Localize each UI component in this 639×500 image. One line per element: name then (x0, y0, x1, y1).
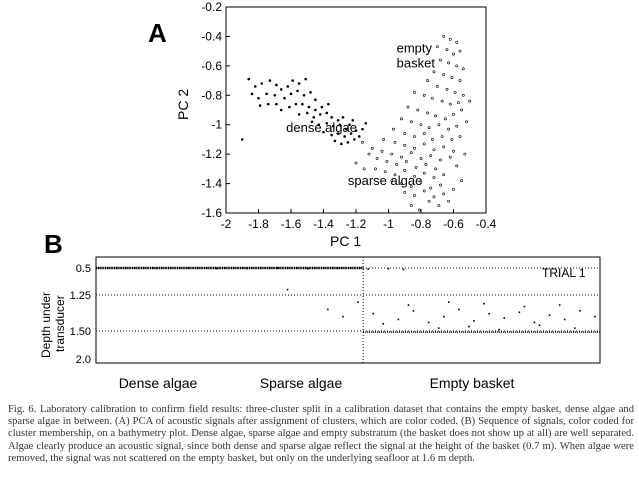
pca-y-tick-label: -1.6 (201, 206, 222, 220)
basket-sparse-point (449, 156, 451, 158)
pca-x-tick-label: -0.6 (443, 217, 464, 231)
basket-sparse-point (431, 97, 433, 99)
dense-algae-point (254, 85, 257, 88)
pca-x-tick-label: -1.2 (345, 217, 367, 231)
basket-sparse-point (452, 188, 454, 190)
sparse-algae-signal (357, 301, 359, 303)
basket-sparse-point (374, 168, 376, 170)
basket-sparse-point (456, 125, 458, 127)
basket-sparse-point (355, 162, 357, 164)
basket-sparse-point (405, 160, 407, 162)
pca-y-tick-label: -0.2 (201, 0, 222, 14)
sparse-algae-signal (534, 322, 536, 324)
basket-sparse-point (452, 150, 454, 152)
sparse-algae-signal (342, 316, 344, 318)
basket-sparse-point (426, 112, 428, 114)
basket-sparse-point (413, 147, 415, 149)
depth-signals (96, 267, 600, 332)
basket-sparse-point (396, 163, 398, 165)
basket-sparse-point (404, 132, 406, 134)
pca-x-axis-label: PC 1 (330, 233, 362, 249)
dense-algae-point (275, 84, 278, 87)
sparse-algae-signal (448, 301, 450, 303)
basket-sparse-point (423, 94, 425, 96)
basket-sparse-point (394, 141, 396, 143)
basket-sparse-point (430, 155, 432, 157)
basket-sparse-point (443, 193, 445, 195)
dense-algae-point (358, 135, 361, 138)
pca-annotations (286, 41, 435, 188)
basket-sparse-point (452, 53, 454, 55)
dense-algae-point (275, 103, 278, 106)
basket-sparse-point (443, 35, 445, 37)
sparse-algae-signal (428, 322, 430, 324)
depth-x-groups (119, 375, 515, 391)
basket-sparse-point (363, 168, 365, 170)
pca-y-tick-label: -0.4 (201, 29, 222, 44)
dense-algae-point (342, 116, 345, 119)
basket-sparse-point (449, 103, 451, 105)
basket-sparse-point (423, 143, 425, 145)
pca-y-tick-label: -1.4 (201, 176, 222, 191)
pca-annotation: dense algae (286, 120, 357, 136)
basket-sparse-point (361, 141, 363, 143)
basket-sparse-point (451, 138, 453, 140)
dense-algae-point (288, 106, 291, 109)
basket-sparse-point (435, 115, 437, 117)
basket-sparse-point (413, 194, 415, 196)
dense-algae-point (327, 103, 330, 106)
depth-y-tick-label: 2.0 (75, 354, 91, 366)
sparse-algae-signal (549, 314, 551, 316)
dense-algae-point (330, 116, 333, 119)
basket-sparse-point (443, 146, 445, 148)
basket-sparse-point (428, 127, 430, 129)
dense-algae-point (353, 138, 356, 141)
sparse-algae-signal (388, 268, 390, 270)
basket-sparse-point (425, 163, 427, 165)
basket-sparse-point (469, 100, 471, 102)
basket-sparse-point (423, 190, 425, 192)
basket-sparse-point (392, 128, 394, 130)
basket-sparse-point (407, 106, 409, 108)
depth-y-tick-label: 0.5 (75, 263, 91, 275)
pca-x-tick-label: -2 (220, 217, 232, 231)
basket-sparse-point (461, 180, 463, 182)
sparse-algae-signal (564, 319, 566, 321)
sparse-algae-signal (498, 329, 500, 331)
basket-sparse-point (456, 65, 458, 67)
dense-algae-point (347, 141, 350, 144)
dense-algae-point (265, 93, 268, 96)
basket-sparse-point (371, 147, 373, 149)
dense-algae-point (319, 113, 322, 116)
sparse-algae-signal (382, 323, 384, 325)
basket-sparse-point (410, 121, 412, 123)
basket-sparse-point (456, 41, 458, 43)
dense-algae-point (280, 109, 283, 112)
dense-algae-point (273, 94, 276, 97)
basket-sparse-point (383, 138, 385, 140)
sparse-algae-signal (186, 267, 188, 269)
basket-sparse-point (459, 135, 461, 137)
basket-sparse-point (415, 166, 417, 168)
dense-algae-point (298, 82, 301, 85)
basket-sparse-point (457, 102, 459, 104)
basket-sparse-point (386, 160, 388, 162)
basket-sparse-point (462, 68, 464, 70)
sparse-algae-signal (246, 268, 248, 270)
basket-sparse-point (464, 153, 466, 155)
sparse-algae-signal (488, 313, 490, 315)
basket-sparse-point (433, 196, 435, 198)
basket-sparse-point (459, 79, 461, 81)
basket-sparse-point (423, 132, 425, 134)
depth-plot-title: TRIAL 1 (542, 266, 586, 280)
dense-algae-point (290, 93, 293, 96)
basket-sparse-point (376, 157, 378, 159)
dense-algae-point (321, 106, 324, 109)
basket-sparse-point (444, 118, 446, 120)
dense-algae-point (269, 79, 272, 82)
sparse-algae-signal (468, 326, 470, 328)
pca-y-tick-label: -0.6 (201, 58, 222, 73)
basket-sparse-point (404, 144, 406, 146)
basket-sparse-point (381, 150, 383, 152)
pca-y-axis-label: PC 2 (175, 88, 191, 120)
basket-sparse-point (404, 191, 406, 193)
sparse-algae-signal (458, 309, 460, 311)
basket-sparse-point (433, 71, 435, 73)
dense-algae-point (259, 104, 262, 107)
basket-sparse-point (433, 149, 435, 151)
dense-algae-point (314, 98, 317, 101)
dense-algae-point (301, 103, 304, 106)
dense-algae-point (343, 135, 346, 138)
basket-sparse-point (435, 168, 437, 170)
dense-algae-point (283, 97, 286, 100)
dense-algae-point (325, 112, 328, 115)
basket-sparse-point (462, 94, 464, 96)
basket-sparse-point (410, 205, 412, 207)
dense-algae-point (306, 112, 309, 115)
dense-algae-point (257, 97, 260, 100)
depth-y-tick-label: 1.50 (69, 326, 91, 338)
dense-algae-point (267, 103, 270, 106)
sparse-algae-signal (307, 268, 309, 270)
panel-b-label: B (44, 229, 63, 259)
depth-x-group-label: Sparse algae (259, 375, 343, 391)
basket-sparse-point (433, 177, 435, 179)
basket-sparse-point (436, 85, 438, 87)
pca-x-tick-label: -0.8 (410, 217, 432, 231)
dense-algae-point (361, 128, 364, 131)
basket-sparse-point (459, 50, 461, 52)
basket-sparse-point (439, 159, 441, 161)
dense-algae-point (295, 103, 298, 106)
basket-sparse-point (400, 118, 402, 120)
sparse-algae-signal (594, 316, 596, 318)
basket-sparse-point (426, 79, 428, 81)
basket-sparse-point (443, 74, 445, 76)
sparse-algae-signal (473, 320, 475, 322)
basket-sparse-point (441, 100, 443, 102)
sparse-algae-signal (216, 268, 218, 270)
sparse-algae-signal (327, 309, 329, 311)
basket-sparse-point (368, 153, 370, 155)
sparse-algae-signal (524, 306, 526, 308)
dense-algae-point (312, 116, 315, 119)
pca-y-tick-label: -1.2 (201, 147, 222, 162)
sparse-algae-signal (367, 268, 369, 270)
basket-sparse-point (446, 88, 448, 90)
basket-sparse-point (465, 121, 467, 123)
basket-sparse-point (438, 205, 440, 207)
basket-sparse-point (443, 174, 445, 176)
sparse-algae-signal (413, 310, 415, 312)
figure-caption: Fig. 6. Laboratory calibration to confirm field results: three-cluster split in a calibration dataset that contains the empty basket, dense algae and sparse algae in between. (A) PCA of acoustic signals after assignment of clusters, which are color coded. (B) Sequence of signals, color coded for cluster membership, on a bathymetry plot. Dense algae, sparse algae and empty substratum (the basket does not show up at all) are well separated. Algae clearly produce an acoustic signal, since both dense and sparse algae reflect the signal at the height of the basket (0.7 m). When algae were removed, the signal was not scattered on the empty basket, but only on the underlying seafloor at 1.6 m depth. (8, 404, 634, 464)
sparse-algae-signal (443, 316, 445, 318)
sparse-algae-signal (408, 304, 410, 306)
depth-y-tick-label: 1.25 (69, 290, 91, 302)
dense-algae-point (364, 122, 367, 125)
dense-algae-point (298, 113, 301, 116)
basket-sparse-point (410, 152, 412, 154)
basket-sparse-point (448, 62, 450, 64)
pca-x-tick-label: -1 (383, 217, 394, 231)
dense-algae-point (314, 109, 317, 112)
dense-algae-point (309, 91, 312, 94)
basket-sparse-point (417, 109, 419, 111)
pca-annotation: basket (396, 55, 435, 71)
basket-sparse-point (441, 135, 443, 137)
basket-sparse-point (420, 124, 422, 126)
basket-sparse-point (400, 156, 402, 158)
dense-algae-point (308, 106, 311, 109)
dense-algae-point (334, 140, 337, 143)
sparse-algae-signal (559, 304, 561, 306)
basket-sparse-point (413, 135, 415, 137)
basket-sparse-point (449, 38, 451, 40)
dense-algae-point (260, 82, 263, 85)
depth-x-group-label: Dense algae (118, 375, 198, 391)
pca-y-tick-label: -1 (211, 117, 222, 132)
dense-algae-point (303, 94, 306, 97)
basket-sparse-point (448, 128, 450, 130)
basket-sparse-point (461, 109, 463, 111)
sparse-algae-signal (483, 303, 485, 305)
dense-algae-point (251, 93, 254, 96)
sparse-algae-signal (287, 289, 289, 291)
dense-algae-point (291, 79, 294, 82)
basket-sparse-point (430, 187, 432, 189)
sparse-algae-signal (398, 319, 400, 321)
panel-a-label: A (148, 18, 167, 48)
basket-sparse-point (420, 157, 422, 159)
basket-sparse-point (452, 113, 454, 115)
pca-x-tick-label: -1.6 (280, 217, 302, 231)
depth-plot-frame (96, 257, 600, 363)
pca-x-tick-label: -1.4 (313, 217, 334, 231)
basket-sparse-point (446, 49, 448, 51)
dense-algae-point (247, 78, 250, 81)
basket-sparse-point (456, 165, 458, 167)
basket-sparse-point (413, 91, 415, 93)
sparse-algae-signal (574, 327, 576, 329)
basket-sparse-point (404, 169, 406, 171)
basket-sparse-point (428, 200, 430, 202)
sparse-algae-signal (503, 317, 505, 319)
dense-algae-point (340, 143, 343, 146)
depth-y-axis-label-line2: transducer (53, 295, 67, 352)
basket-sparse-point (448, 200, 450, 202)
pca-x-tick-label: -1.8 (248, 217, 269, 231)
pca-x-tick-label: -0.4 (475, 217, 497, 231)
depth-y-axis (70, 263, 91, 366)
sparse-algae-signal (403, 269, 405, 271)
sparse-algae-signal (156, 268, 158, 270)
pca-x-axis (221, 209, 497, 231)
depth-y-axis-label-line1: Depth under (39, 291, 53, 358)
sparse-algae-signal (372, 313, 374, 315)
dense-algae-point (296, 90, 299, 93)
dense-algae-point (304, 78, 307, 81)
sparse-algae-signal (438, 327, 440, 329)
pca-annotation: empty (396, 40, 433, 56)
depth-x-group-label: Empty basket (429, 375, 515, 391)
basket-sparse-point (391, 153, 393, 155)
dense-algae-point (286, 85, 289, 88)
basket-sparse-point (436, 46, 438, 48)
sparse-algae-signal (337, 268, 339, 270)
dense-algae-point (241, 138, 244, 141)
dense-algae-point (280, 88, 283, 91)
pca-annotation: sparse algae (347, 173, 423, 189)
pca-y-tick-label: -0.8 (201, 88, 222, 103)
basket-sparse-point (423, 172, 425, 174)
basket-sparse-point (438, 124, 440, 126)
basket-sparse-point (418, 209, 420, 211)
basket-sparse-point (439, 184, 441, 186)
sparse-algae-signal (277, 267, 279, 269)
sparse-algae-signal (519, 311, 521, 313)
depth-grid (96, 268, 600, 331)
basket-sparse-point (431, 138, 433, 140)
basket-sparse-point (451, 77, 453, 79)
basket-sparse-point (439, 59, 441, 61)
sparse-algae-signal (579, 310, 581, 312)
sparse-algae-signal (539, 324, 541, 326)
basket-sparse-point (454, 91, 456, 93)
